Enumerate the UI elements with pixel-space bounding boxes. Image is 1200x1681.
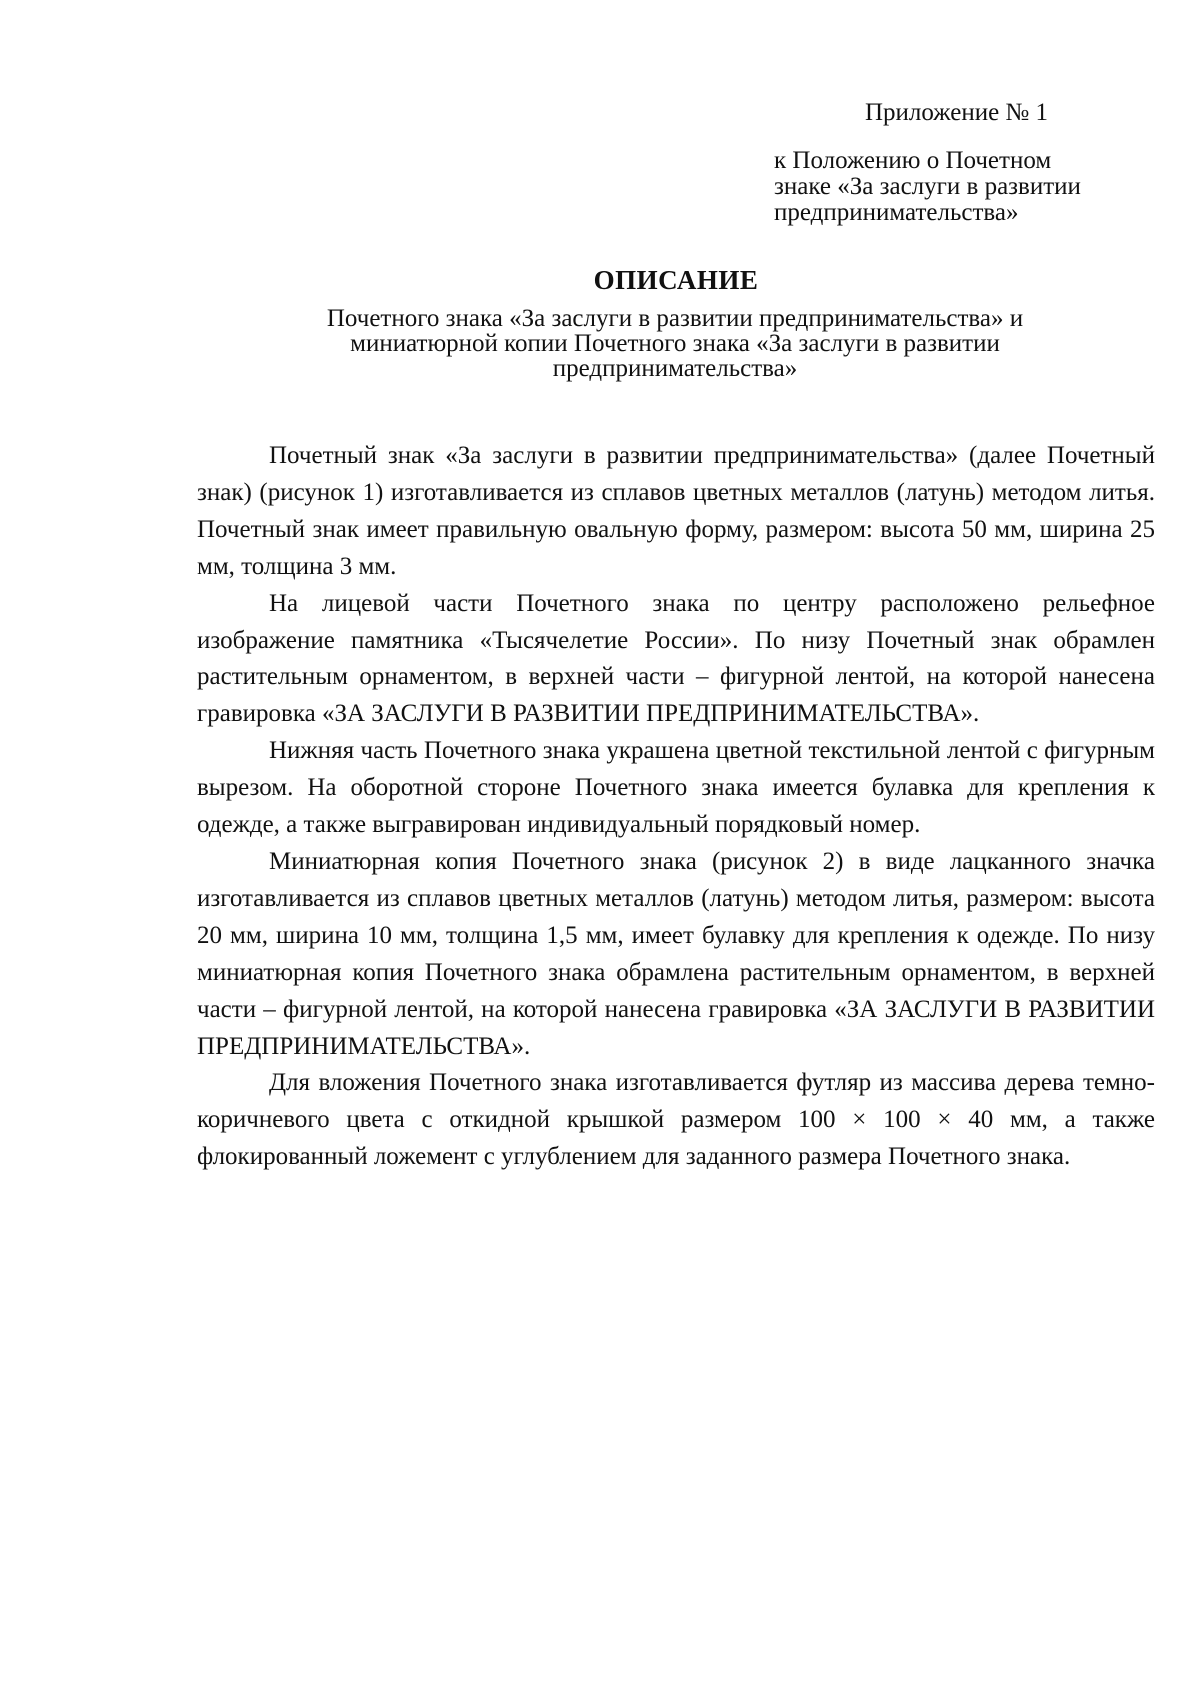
document-title: ОПИСАНИЕ (593, 265, 759, 295)
appendix-ref-line: к Положению о Почетном (774, 147, 1052, 174)
paragraph: Нижняя часть Почетного знака украшена цветной текстильной лентой с фигурным вырезом. На оборотной стороне Почетного знака имеется булавка для крепления к одежде, а также выгравирован индивидуальный порядковый номер. (197, 737, 1155, 839)
appendix-number: Приложение № 1 (865, 99, 1049, 126)
appendix-ref-line: знаке «За заслуги в развитии (774, 173, 1081, 200)
subtitle-line: предпринимательства» (552, 355, 798, 382)
subtitle-line: Почетного знака «За заслуги в развитии предпринимательства» и (326, 305, 1024, 332)
paragraph: Почетный знак «За заслуги в развитии предпринимательства» (далее Почетный знак) (рисунок 1) изготавливается из сплавов цветных металлов (латунь) методом литья. Почетный знак имеет правильную овальную форму, размером: высота 50 мм, ширина 25 мм, толщина 3 мм. (197, 442, 1155, 580)
paragraph: Миниатюрная копия Почетного знака (рисунок 2) в виде лацканного значка изготавливается из сплавов цветных металлов (латунь) методом литья, размером: высота 20 мм, ширина 10 мм, толщина 1,5 мм, имеет булавку для крепления к одежде. По низу миниатюрная копия Почетного знака обрамлена растительным орнаментом, в верхней части – фигурной лентой, на которой нанесена гравировка «ЗА ЗАСЛУГИ В РАЗВИТИИ ПРЕДПРИНИМАТЕЛЬСТВА». (197, 847, 1155, 1060)
paragraph: Для вложения Почетного знака изготавливается футляр из массива дерева темно-коричневого цвета с откидной крышкой размером 100 × 100 × 40 мм, а также флокированный ложемент с углублением для заданного размера Почетного знака. (197, 1069, 1155, 1171)
document-body (197, 438, 1155, 1176)
document-subtitle (180, 306, 1170, 381)
appendix-block (774, 100, 1154, 226)
appendix-ref-line: предпринимательства» (774, 199, 1019, 226)
paragraph: На лицевой части Почетного знака по центру расположено рельефное изображение памятника «Тысячелетие России». По низу Почетный знак обрамлен растительным орнаментом, в верхней части – фигурной лентой, на которой нанесена гравировка «ЗА ЗАСЛУГИ В РАЗВИТИИ ПРЕДПРИНИМАТЕЛЬСТВА». (197, 589, 1155, 728)
subtitle-line: миниатюрной копии Почетного знака «За заслуги в развитии (350, 330, 1000, 357)
